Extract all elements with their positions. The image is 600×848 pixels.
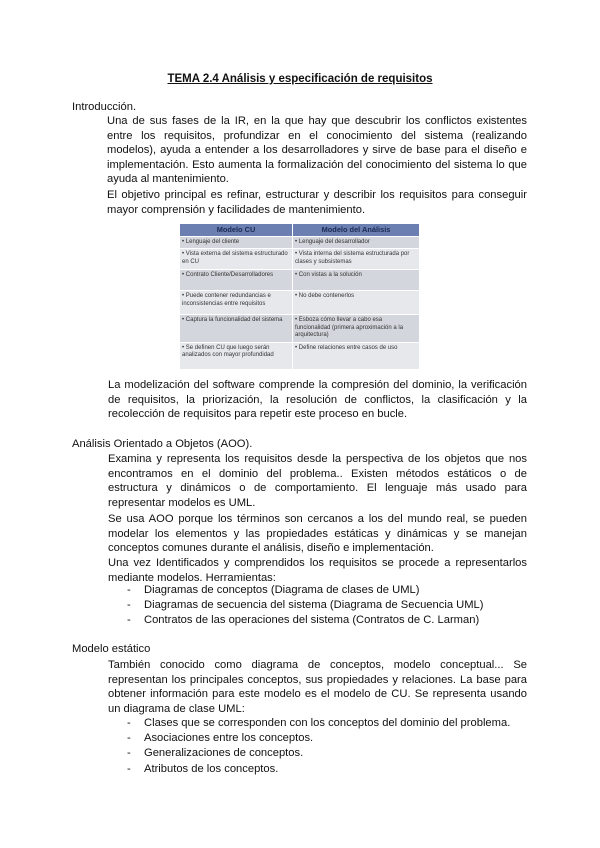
list-item: - Clases que se corresponden con los conceptos del dominio del problema.	[127, 716, 510, 731]
table-cell: • Lenguaje del desarrollador	[293, 236, 420, 249]
intro-paragraph-1: Una de sus fases de la IR, en la que hay que descubrir los conflictos existentes entre los requisitos, profundizar en el conocimiento del sistema (realizando modelos), ayuda a entender a los desarrolladores y sirve de base para el diseño e implementación. Esto aumenta la formalización del conocimiento del sistema lo que ayuda al mantenimiento.	[107, 115, 527, 186]
table-cell: • Puede contener redundancias e inconsistencias entre requisitos	[180, 291, 293, 315]
table-cell: • Captura la funcionalidad del sistema	[180, 315, 293, 343]
static-model-heading: Modelo estático	[72, 643, 151, 655]
table-cell: • Esboza cómo llevar a cabo esa funcionalidad (primera aproximación a la arquitectura)	[293, 315, 420, 343]
table-cell: • Vista externa del sistema estructurado en CU	[180, 249, 293, 270]
list-item: - Generalizaciones de conceptos.	[127, 746, 510, 761]
list-item: - Diagramas de secuencia del sistema (Diagrama de Secuencia UML)	[127, 598, 484, 613]
intro-paragraph-2: El objetivo principal es refinar, estructurar y describir los requisitos para conseguir mayor comprensión y facilidades de mantenimiento.	[107, 189, 527, 216]
table-cell: • Contrato Cliente/Desarrolladores	[180, 270, 293, 291]
list-item: - Atributos de los conceptos.	[127, 762, 510, 777]
intro-paragraph-3: La modelización del software comprende la compresión del dominio, la verificación de requisitos, la priorización, la resolución de conflictos, la clasificación y la recolección de requisitos para repetir este proceso en bucle.	[108, 379, 527, 421]
aoo-paragraph-2: Se usa AOO porque los términos son cercanos a los del mundo real, se pueden modelar los elementos y las propiedades estáticas y dinámicas y se manejan conceptos comunes durante el análisis, diseño e implementación.	[108, 513, 527, 555]
static-paragraph-1: También conocido como diagrama de conceptos, modelo conceptual... Se representan los principales conceptos, sus propiedades y relaciones. La base para obtener información para este modelo es el modelo de CU. Se representa usando un diagrama de clase UML:	[108, 659, 527, 715]
table-cell: • Lenguaje del cliente	[180, 236, 293, 249]
table-header: Modelo CU	[180, 224, 293, 236]
aoo-tools-list	[127, 583, 484, 629]
static-elements-list	[127, 716, 510, 777]
table-header: Modelo del Análisis	[293, 224, 420, 236]
list-item: - Asociaciones entre los conceptos.	[127, 731, 510, 746]
list-item: - Contratos de las operaciones del sistema (Contratos de C. Larman)	[127, 613, 484, 628]
table-cell: • Define relaciones entre casos de uso	[293, 342, 420, 369]
intro-heading: Introducción.	[72, 101, 137, 113]
aoo-paragraph-1: Examina y representa los requisitos desde la perspectiva de los objetos que nos encontramos en el dominio del problema.. Existen métodos estáticos o de estructura y dinámicos o de comportamiento. El lenguaje más usado para representar modelos es UML.	[108, 453, 527, 509]
page-title: TEMA 2.4 Análisis y especificación de requisitos	[167, 73, 433, 85]
aoo-heading: Análisis Orientado a Objetos (AOO).	[72, 438, 253, 450]
table-cell: • Con vistas a la solución	[293, 270, 420, 291]
table-cell: • Vista interna del sistema estructurada por clases y subsistemas	[293, 249, 420, 270]
table-cell: • Se definen CU que luego serán analizados con mayor profundidad	[180, 342, 293, 369]
list-item: - Diagramas de conceptos (Diagrama de clases de UML)	[127, 583, 484, 598]
comparison-table	[180, 224, 420, 369]
table-cell: • No debe contenerlos	[293, 291, 420, 315]
aoo-paragraph-3: Una vez Identificados y comprendidos los requisitos se procede a representarlos mediante modelos. Herramientas:	[108, 557, 527, 584]
